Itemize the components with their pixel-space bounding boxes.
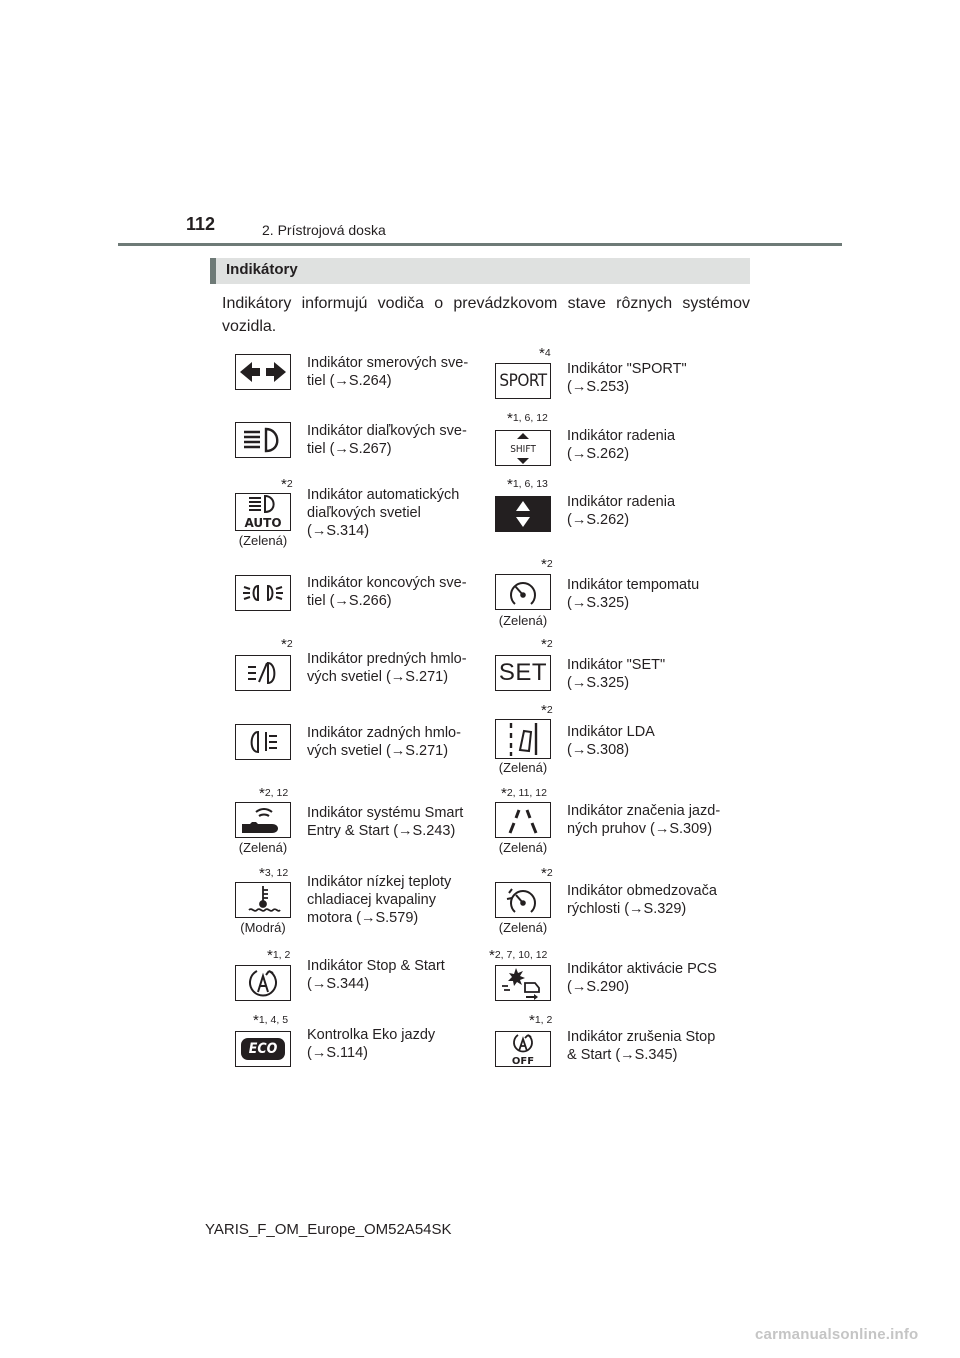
sport-icon-text: SPORT bbox=[499, 371, 547, 391]
section-heading-bar bbox=[210, 258, 750, 284]
indicator-label-line: Entry & Start (→S.243) bbox=[307, 823, 456, 839]
pcs-icon bbox=[495, 965, 551, 1001]
stop-start-off-icon bbox=[495, 1031, 551, 1067]
footnote-ref: *2 bbox=[541, 865, 553, 882]
speed-limiter-icon bbox=[495, 882, 551, 918]
sport-icon bbox=[495, 363, 551, 399]
footnote-ref: *1, 6, 13 bbox=[507, 476, 548, 493]
indicator-label-line: Indikátor radenia bbox=[567, 494, 676, 510]
color-note: (Zelená) bbox=[498, 613, 548, 628]
eco-icon bbox=[235, 1031, 291, 1067]
set-icon-text: SET bbox=[498, 659, 548, 686]
color-note: (Modrá) bbox=[240, 920, 286, 935]
indicator-label-line: tiel (→S.267) bbox=[307, 441, 392, 457]
rear-fog-icon bbox=[235, 724, 291, 760]
footnote-ref: *2, 7, 10, 12 bbox=[489, 947, 548, 964]
indicator-label-line: (→S.253) bbox=[567, 379, 630, 395]
footnote-ref: *2 bbox=[281, 636, 293, 653]
indicator-label-line: rýchlosti (→S.329) bbox=[567, 901, 687, 917]
indicator-label-line: (→S.325) bbox=[567, 675, 630, 691]
indicator-lda bbox=[495, 702, 755, 782]
indicator-label-line: (→S.344) bbox=[307, 976, 370, 992]
document-code: YARIS_F_OM_Europe_OM52A54SK bbox=[205, 1221, 452, 1238]
indicator-label-line: Indikátor Stop & Start bbox=[307, 958, 445, 974]
color-note: (Zelená) bbox=[498, 920, 548, 935]
cruise-control-icon bbox=[495, 574, 551, 610]
shift-icon bbox=[495, 430, 551, 466]
footnote-ref: *2 bbox=[541, 556, 553, 573]
indicator-label-line: Indikátor "SET" bbox=[567, 657, 666, 673]
indicator-label-line: Indikátor značenia jazd- bbox=[567, 803, 721, 819]
indicator-label-line: Indikátor systému Smart bbox=[307, 805, 464, 821]
footnote-ref: *2 bbox=[541, 702, 553, 719]
indicator-label-line: (→S.325) bbox=[567, 595, 630, 611]
color-note: (Zelená) bbox=[498, 840, 548, 855]
indicator-label-line: Indikátor radenia bbox=[567, 428, 676, 444]
indicator-label-line: (→S.290) bbox=[567, 979, 630, 995]
indicator-label-line: chladiacej kvapaliny bbox=[307, 892, 436, 908]
indicator-label-line: Indikátor aktivácie PCS bbox=[567, 961, 717, 977]
eco-icon-text: ECO bbox=[248, 1041, 278, 1057]
page-number: 112 bbox=[186, 214, 216, 234]
indicator-label-line: (→S.314) bbox=[307, 523, 370, 539]
color-note: (Zelená) bbox=[238, 533, 288, 548]
high-beam-icon bbox=[235, 422, 291, 458]
indicator-label-line: Indikátor zrušenia Stop bbox=[567, 1029, 716, 1045]
footnote-ref: *1, 2 bbox=[267, 947, 291, 964]
shift-up-down-icon bbox=[495, 496, 551, 532]
indicator-label-line: Indikátor smerových sve- bbox=[307, 355, 469, 371]
header-rule bbox=[118, 243, 842, 246]
footnote-ref: *2 bbox=[541, 636, 553, 653]
indicator-label-line: Kontrolka Eko jazdy bbox=[307, 1027, 436, 1043]
off-icon-text: OFF bbox=[511, 1056, 535, 1066]
indicator-label-line: (→S.262) bbox=[567, 446, 630, 462]
color-note: (Zelená) bbox=[498, 760, 548, 775]
footnote-ref: *4 bbox=[539, 345, 551, 362]
indicator-label-line: tiel (→S.266) bbox=[307, 593, 392, 609]
indicator-label-line: Indikátor obmedzovača bbox=[567, 883, 717, 899]
footnote-ref: *2, 12 bbox=[259, 785, 289, 802]
indicator-label-line: motora (→S.579) bbox=[307, 910, 419, 926]
auto-high-beam-icon bbox=[235, 493, 291, 531]
indicator-speed-limiter bbox=[495, 865, 755, 945]
footnote-ref: *1, 2 bbox=[529, 1012, 553, 1029]
set-icon bbox=[495, 655, 551, 691]
footnote-ref: *1, 4, 5 bbox=[253, 1012, 289, 1029]
indicator-shift-dark bbox=[495, 476, 755, 556]
section-intro: Indikátory informujú vodiča o prevádzkovom stave rôznych systémov vozidla. bbox=[222, 295, 750, 335]
indicator-label-line: Indikátor zadných hmlo- bbox=[307, 725, 461, 741]
indicator-label-line: & Start (→S.345) bbox=[567, 1047, 678, 1063]
indicator-label-line: Indikátor tempomatu bbox=[567, 577, 700, 593]
indicator-label-line: Indikátor automatických bbox=[307, 487, 460, 503]
auto-icon-text: AUTO bbox=[244, 516, 282, 530]
footnote-ref: *1, 6, 12 bbox=[507, 410, 548, 427]
footnote-ref: *2, 11, 12 bbox=[501, 785, 547, 802]
indicator-label-line: Indikátor predných hmlo- bbox=[307, 651, 467, 667]
indicator-auto-high-beam bbox=[235, 476, 495, 556]
indicator-stop-start-off bbox=[495, 1012, 755, 1092]
lane-departure-icon bbox=[495, 719, 551, 759]
watermark: carmanualsonline.info bbox=[755, 1326, 919, 1343]
indicator-label-line: (→S.262) bbox=[567, 512, 630, 528]
footnote-ref: *3, 12 bbox=[259, 865, 289, 882]
indicator-label-line: (→S.114) bbox=[307, 1045, 368, 1061]
indicator-label-line: vých svetiel (→S.271) bbox=[307, 743, 449, 759]
lane-lines-icon bbox=[495, 802, 551, 838]
shift-icon-text: SHIFT bbox=[510, 444, 536, 455]
front-fog-icon bbox=[235, 655, 291, 691]
indicator-label-line: (→S.308) bbox=[567, 742, 630, 758]
indicator-smart-entry bbox=[235, 785, 495, 865]
turn-signal-arrows-icon bbox=[235, 354, 291, 390]
indicator-label-line: tiel (→S.264) bbox=[307, 373, 392, 389]
indicator-label-line: vých svetiel (→S.271) bbox=[307, 669, 449, 685]
indicator-label-line: Indikátor diaľkových sve- bbox=[307, 423, 467, 439]
indicator-eco bbox=[235, 1012, 495, 1092]
section-title: Indikátory bbox=[226, 261, 298, 278]
coolant-temp-icon bbox=[235, 882, 291, 918]
indicator-label-line: Indikátor nízkej teploty bbox=[307, 874, 452, 890]
indicator-label-line: ných pruhov (→S.309) bbox=[567, 821, 713, 837]
indicator-coolant bbox=[235, 865, 495, 945]
chapter-title: 2. Prístrojová doska bbox=[262, 222, 386, 238]
color-note: (Zelená) bbox=[238, 840, 288, 855]
indicator-label-line: Indikátor LDA bbox=[567, 724, 655, 740]
indicator-cruise bbox=[495, 556, 755, 636]
indicator-label-line: Indikátor koncových sve- bbox=[307, 575, 467, 591]
stop-start-icon bbox=[235, 965, 291, 1001]
indicator-label-line: diaľkových svetiel bbox=[307, 505, 421, 521]
indicator-lane-marking bbox=[495, 785, 755, 865]
smart-key-icon bbox=[235, 802, 291, 838]
indicator-front-fog bbox=[235, 636, 495, 716]
indicator-label-line: Indikátor "SPORT" bbox=[567, 361, 687, 377]
tail-light-icon bbox=[235, 575, 291, 611]
page-header bbox=[0, 0, 960, 335]
footnote-ref: *2 bbox=[281, 476, 293, 493]
